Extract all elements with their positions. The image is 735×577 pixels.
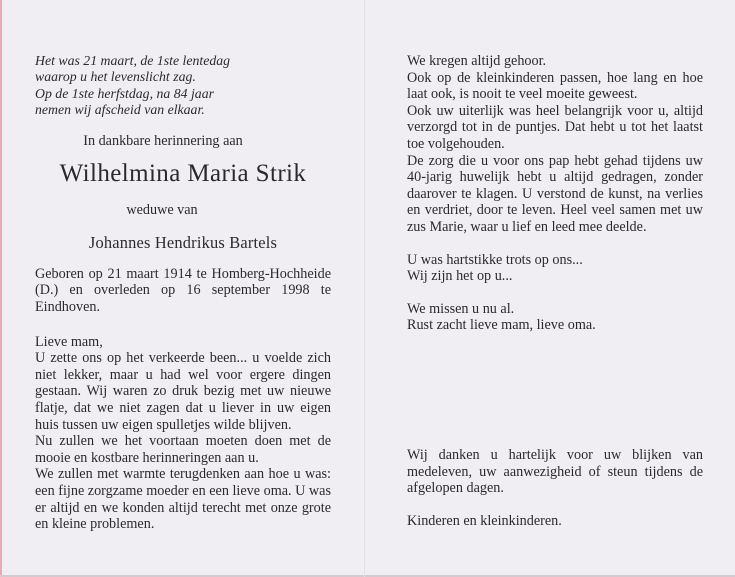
spouse-name: Johannes Hendrikus Bartels	[88, 232, 278, 252]
memory-paragraph: Ook op de kleinkinderen passen, hoe lang en hoe laat ook, is nooit te veel moeite geweest.	[407, 69, 703, 103]
proud-line: U was hartstikke trots op ons...	[407, 251, 583, 268]
letter-paragraph: Nu zullen we het voortaan moeten doen met de mooie en kostbare herinneringen aan u.	[35, 433, 331, 466]
verse-line: waarop u het levenslicht zag.	[35, 69, 196, 85]
memory-line: We kregen altijd gehoor.	[407, 53, 547, 69]
letter-text	[35, 334, 331, 533]
thanks-section	[407, 447, 703, 529]
farewell-line: We missen u nu al.	[407, 300, 515, 317]
proud-line: Wij zijn het op u...	[407, 268, 513, 285]
memories-text	[407, 53, 703, 236]
letter-greeting: Lieve mam,	[35, 333, 103, 350]
memory-heading: In dankbare herinnering aan	[83, 132, 243, 149]
farewell-line: Rust zacht lieve mam, lieve oma.	[407, 317, 596, 334]
thanks-text: Wij danken u hartelijk voor uw blijken van medeleven, uw aanwezigheid of steun tijdens de afgelopen dagen.	[407, 447, 703, 497]
verse-line: nemen wij afscheid van elkaar.	[35, 102, 205, 118]
right-page	[407, 53, 703, 529]
deceased-name: Wilhelmina Maria Strik	[59, 160, 307, 188]
memory-paragraph: De zorg die u voor ons pap hebt gehad tijdens uw 40-jarig huwelijk hebt u altijd gedragen, zonder daarover te klagen. U verstond de kunst, na verlies en verdriet, door te leven. Heel veel samen met uw zus Marie, waar u lief en leed mee deelde.	[407, 152, 703, 235]
memory-paragraph: Ook uw uiterlijk was heel belangrijk voor u, altijd verzorgd tot in de puntjes. Dat hebt u tot het laatst toe volgehouden.	[407, 102, 703, 152]
verse-line: Het was 21 maart, de 1ste lentedag	[35, 53, 231, 68]
proud-text	[407, 252, 703, 285]
widow-of-label: weduwe van	[126, 202, 198, 219]
verse-line: Op de 1ste herfstdag, na 84 jaar	[35, 85, 214, 101]
birth-death-text: Geboren op 21 maart 1914 te Homberg-Hochheide (D.) en overleden op 16 september 1998 te Eindhoven.	[35, 265, 331, 315]
fold-line	[364, 0, 365, 577]
signature: Kinderen en kleinkinderen.	[407, 512, 562, 529]
left-page	[35, 53, 331, 533]
letter-paragraph: U zette ons op het verkeerde been... u voelde zich niet lekker, maar u had wel voor ergere dingen gestaan. Wij waren zo druk bezig met uw nieuwe flatje, dat we niet zagen dat u liever in uw eigen huis tussen uw eigen spulletjes wilde blijven.	[35, 350, 331, 433]
card-edge	[0, 0, 2, 577]
letter-paragraph: We zullen met warmte terugdenken aan hoe u was: een fijne zorgzame moeder en een lieve oma. U was er altijd en we konden altijd terecht met onze grote en kleine problemen.	[35, 466, 331, 533]
opening-verse	[35, 53, 331, 119]
farewell-text	[407, 301, 703, 334]
